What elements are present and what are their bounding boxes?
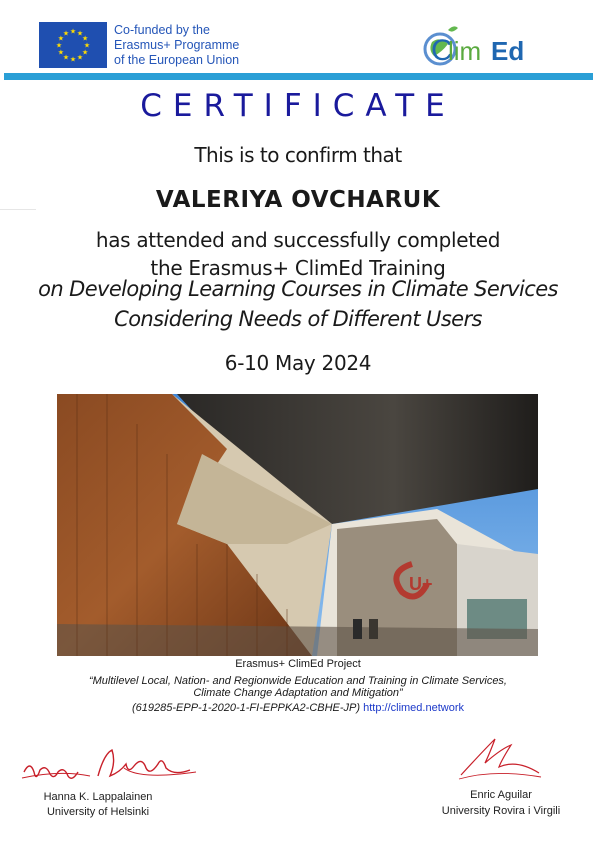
eu-star-icon: ★ <box>81 48 89 57</box>
project-code-line <box>0 702 596 715</box>
eu-star-icon: ★ <box>76 53 84 62</box>
signature-left <box>20 742 200 790</box>
eu-star-icon: ★ <box>83 41 91 50</box>
left-signatory-org: University of Helsinki <box>46 806 150 818</box>
eu-star-icon: ★ <box>57 34 65 43</box>
eu-star-icon: ★ <box>69 55 77 64</box>
eu-line-3: of the European Union <box>114 53 240 67</box>
training-text: the Erasmus+ ClimEd Training <box>150 256 446 280</box>
eu-star-icon: ★ <box>57 48 65 57</box>
confirm-text: This is to confirm that <box>194 143 402 167</box>
climed-logo <box>418 22 538 72</box>
eu-star-icon: ★ <box>81 34 89 43</box>
certificate-title: CERTIFICATE <box>140 88 456 124</box>
project-link[interactable]: http://climed.network <box>363 702 464 714</box>
header-divider-bar <box>4 73 593 80</box>
eu-stars-icon <box>39 22 107 68</box>
logo-text-lim: lim <box>448 36 482 66</box>
signature-right <box>455 733 545 783</box>
project-code: (619285-EPP-1-2020-1-FI-EPPKA2-CBHE-JP) <box>132 702 361 714</box>
right-signatory-org: University Rovira i Virgili <box>441 805 561 817</box>
recipient-name: VALERIYA OVCHARUK <box>155 187 441 213</box>
venue-photo <box>57 394 538 656</box>
project-name: Erasmus+ ClimEd Project <box>235 658 361 670</box>
svg-text:U+: U+ <box>409 574 433 594</box>
eu-star-icon: ★ <box>55 41 63 50</box>
logo-letter-c: C <box>431 34 453 67</box>
eu-line-2: Erasmus+ Programme <box>114 38 240 52</box>
attended-text: has attended and successfully completed <box>95 228 501 252</box>
eu-star-icon: ★ <box>62 29 70 38</box>
project-description-line-2: Climate Change Adaptation and Mitigation” <box>193 687 403 699</box>
leaf-icon <box>448 26 458 31</box>
course-title-line-2: Considering Needs of Different Users <box>114 307 482 331</box>
eu-star-icon: ★ <box>76 29 84 38</box>
eu-star-icon: ★ <box>69 27 77 36</box>
course-title-line-1: on Developing Learning Courses in Climate Services <box>38 277 558 301</box>
training-dates: 6-10 May 2024 <box>224 351 372 375</box>
eu-funding-text <box>114 23 274 68</box>
eu-star-icon: ★ <box>62 53 70 62</box>
logo-text-ed: Ed <box>491 36 525 66</box>
eu-flag-logo <box>39 22 107 68</box>
project-description-line-1: “Multilevel Local, Nation- and Regionwide Education and Training in Climate Services, <box>88 675 507 687</box>
left-signatory-name: Hanna K. Lappalainen <box>43 791 153 803</box>
right-signatory-name: Enric Aguilar <box>470 789 532 801</box>
eu-line-1: Co-funded by the <box>114 23 210 37</box>
